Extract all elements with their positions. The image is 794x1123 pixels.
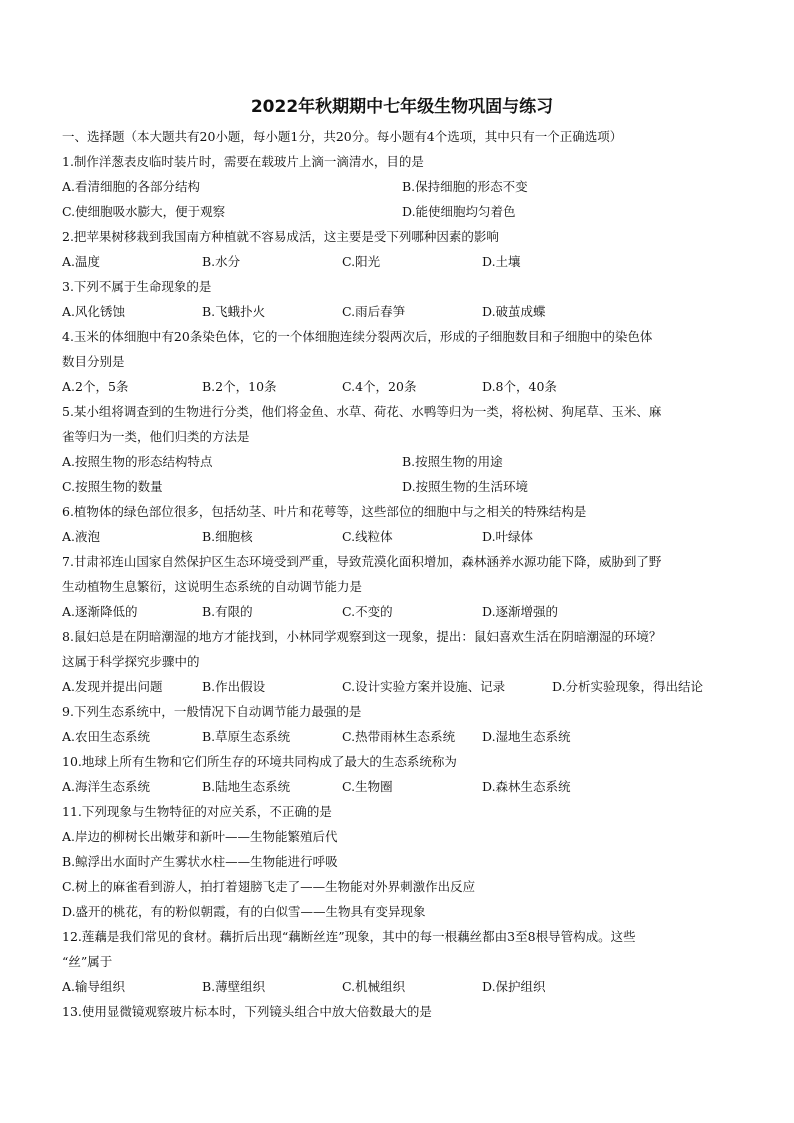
answer-option: A.发现并提出问题 [62, 679, 163, 694]
option-row [62, 174, 742, 199]
question-stem: 2.把苹果树移栽到我国南方种植就不容易成活，这主要是受下列哪种因素的影响 [62, 229, 499, 244]
answer-option: A.按照生物的形态结构特点 [62, 454, 213, 469]
answer-option: C.使细胞吸水膨大，便于观察 [62, 204, 226, 219]
question-stem: 数目分别是 [62, 354, 125, 369]
exam-document [62, 92, 742, 1024]
answer-option: C.按照生物的数量 [62, 479, 163, 494]
question-2 [62, 224, 742, 274]
answer-option: A.风化锈蚀 [62, 304, 126, 319]
question-stem: 9.下列生态系统中，一般情况下自动调节能力最强的是 [62, 704, 362, 719]
answer-option: A.岸边的柳树长出嫩芽和新叶——生物能繁殖后代 [62, 829, 338, 844]
answer-option: C.机械组织 [342, 979, 406, 994]
answer-option: C.热带雨林生态系统 [342, 729, 456, 744]
answer-option: A.看清细胞的各部分结构 [62, 179, 201, 194]
option-row [62, 774, 742, 799]
answer-option: D.逐渐增强的 [482, 604, 559, 619]
question-stem: 12.莲藕是我们常见的食材。藕折后出现“藕断丝连”现象，其中的每一根藕丝都由3至8根导管构成。这些 [62, 929, 636, 944]
answer-option: C.线粒体 [342, 529, 393, 544]
question-stem: 雀等归为一类，他们归类的方法是 [62, 429, 250, 444]
answer-option: B.鲸浮出水面时产生雾状水柱——生物能进行呼吸 [62, 854, 338, 869]
answer-option: D.破茧成蝶 [482, 304, 546, 319]
answer-option: D.森林生态系统 [482, 779, 571, 794]
question-stem: “丝”属于 [62, 954, 113, 969]
section-heading: 一、选择题（本大题共有20小题，每小题1分，共20分。每小题有4个选项，其中只有一个正确选项） [62, 129, 623, 144]
question-1 [62, 149, 742, 224]
answer-option: A.输导组织 [62, 979, 126, 994]
question-stem: 8.鼠妇总是在阴暗潮湿的地方才能找到，小林同学观察到这一现象，提出：鼠妇喜欢生活在阴暗潮湿的环境？ [62, 629, 662, 644]
question-5 [62, 399, 742, 499]
question-11 [62, 799, 742, 924]
answer-option: D.保护组织 [482, 979, 546, 994]
option-row [62, 299, 742, 324]
question-4 [62, 324, 742, 399]
answer-option: B.保持细胞的形态不变 [402, 179, 528, 194]
question-stem: 1.制作洋葱表皮临时装片时，需要在载玻片上滴一滴清水，目的是 [62, 154, 424, 169]
answer-option: B.陆地生态系统 [202, 779, 291, 794]
answer-option: B.按照生物的用途 [402, 454, 503, 469]
question-12 [62, 924, 742, 999]
answer-option: C.雨后春笋 [342, 304, 406, 319]
answer-option: C.设计实验方案并设施、记录 [342, 679, 506, 694]
answer-option: D.土壤 [482, 254, 521, 269]
question-8 [62, 624, 742, 699]
question-list [62, 149, 742, 1024]
question-10 [62, 749, 742, 799]
answer-option: D.能使细胞均匀着色 [402, 204, 516, 219]
answer-option: D.湿地生态系统 [482, 729, 571, 744]
answer-option: D.盛开的桃花，有的粉似朝霞，有的白似雪——生物具有变异现象 [62, 904, 426, 919]
answer-option: A.温度 [62, 254, 101, 269]
answer-option: A.海洋生态系统 [62, 779, 151, 794]
question-stem: 3.下列不属于生命现象的是 [62, 279, 212, 294]
option-row [62, 474, 742, 499]
option-row [62, 449, 742, 474]
answer-option: C.不变的 [342, 604, 393, 619]
question-13 [62, 999, 742, 1024]
answer-option: D.叶绿体 [482, 529, 534, 544]
answer-option: D.分析实验现象，得出结论 [552, 679, 704, 694]
question-stem: 4.玉米的体细胞中有20条染色体，它的一个体细胞连续分裂两次后，形成的子细胞数目和子细胞中的染色体 [62, 329, 653, 344]
option-row [62, 674, 742, 699]
option-row [62, 374, 742, 399]
exam-title: 2022年秋期期中七年级生物巩固与练习 [250, 97, 554, 117]
option-row [62, 599, 742, 624]
answer-option: A.逐渐降低的 [62, 604, 138, 619]
answer-option: C.4个，20条 [342, 379, 417, 394]
option-row [62, 199, 742, 224]
question-stem: 这属于科学探究步骤中的 [62, 654, 200, 669]
question-9 [62, 699, 742, 749]
question-stem: 生动植物生息繁衍，这说明生态系统的自动调节能力是 [62, 579, 363, 594]
option-row [62, 724, 742, 749]
answer-option: D.按照生物的生活环境 [402, 479, 529, 494]
answer-option: B.水分 [202, 254, 241, 269]
option-row [62, 249, 742, 274]
question-stem: 7.甘肃祁连山国家自然保护区生态环境受到严重，导致荒漠化面积增加，森林涵养水源功能下降，威胁到了野 [62, 554, 662, 569]
answer-option: C.树上的麻雀看到游人，拍打着翅膀飞走了——生物能对外界刺激作出反应 [62, 879, 476, 894]
question-stem: 11.下列现象与生物特征的对应关系，不正确的是 [62, 804, 332, 819]
answer-option: B.细胞核 [202, 529, 253, 544]
answer-option: C.阳光 [342, 254, 381, 269]
answer-option: B.有限的 [202, 604, 253, 619]
question-6 [62, 499, 742, 549]
answer-option: D.8个，40条 [482, 379, 557, 394]
question-3 [62, 274, 742, 324]
question-stem: 6.植物体的绿色部位很多，包括幼茎、叶片和花萼等，这些部位的细胞中与之相关的特殊结构是 [62, 504, 587, 519]
question-stem: 13.使用显微镜观察玻片标本时，下列镜头组合中放大倍数最大的是 [62, 1004, 432, 1019]
question-stem: 10.地球上所有生物和它们所生存的环境共同构成了最大的生态系统称为 [62, 754, 457, 769]
answer-option: B.飞蛾扑火 [202, 304, 266, 319]
answer-option: C.生物圈 [342, 779, 393, 794]
question-7 [62, 549, 742, 624]
answer-option: A.2个，5条 [62, 379, 129, 394]
answer-option: B.草原生态系统 [202, 729, 291, 744]
option-row [62, 524, 742, 549]
option-row [62, 974, 742, 999]
question-stem: 5.某小组将调查到的生物进行分类，他们将金鱼、水草、荷花、水鸭等归为一类，将松树、狗尾草、玉米、麻 [62, 404, 662, 419]
answer-option: B.作出假设 [202, 679, 266, 694]
answer-option: B.薄壁组织 [202, 979, 266, 994]
answer-option: B.2个，10条 [202, 379, 277, 394]
answer-option: A.液泡 [62, 529, 101, 544]
answer-option: A.农田生态系统 [62, 729, 151, 744]
